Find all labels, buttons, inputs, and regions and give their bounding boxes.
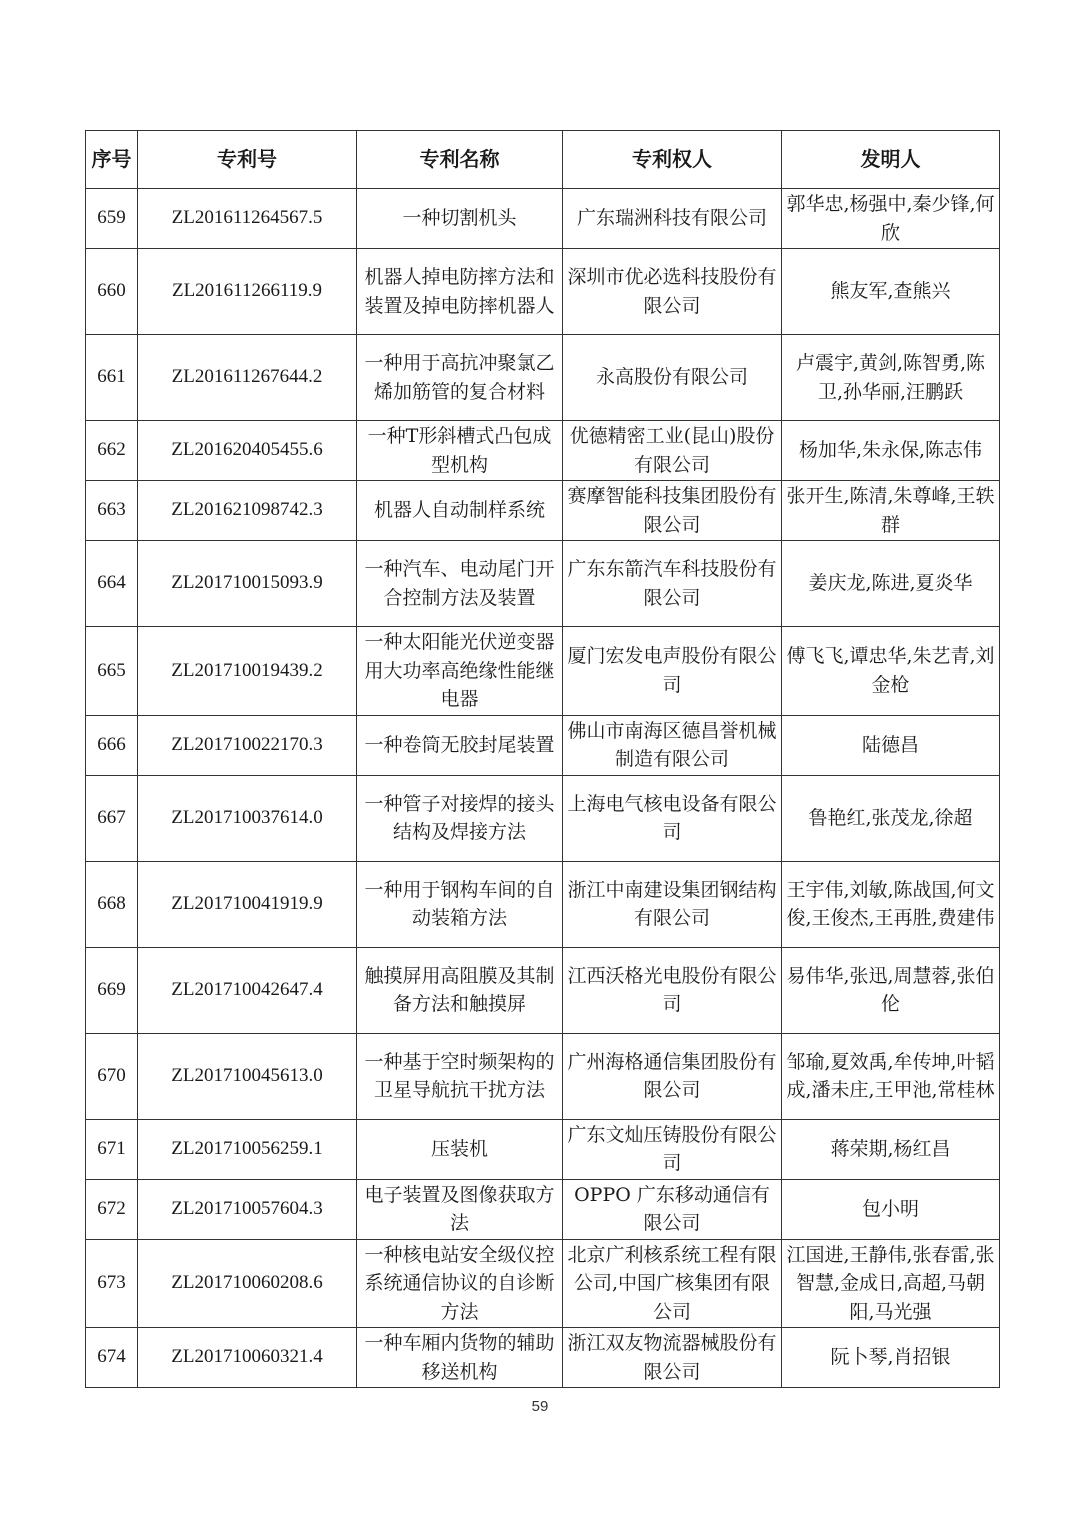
cell-no: 664 xyxy=(86,541,138,627)
cell-patent-no: ZL201620405455.6 xyxy=(138,421,357,481)
table-row xyxy=(86,715,1000,775)
cell-patent-no: ZL201710042647.4 xyxy=(138,947,357,1033)
table-row xyxy=(86,1239,1000,1328)
header-holder: 专利权人 xyxy=(563,131,782,189)
cell-inventors: 陆德昌 xyxy=(782,715,1000,775)
cell-no: 672 xyxy=(86,1179,138,1239)
cell-patent-no: ZL201611264567.5 xyxy=(138,189,357,249)
cell-patent-no: ZL201710037614.0 xyxy=(138,775,357,861)
cell-inventors: 鲁艳红,张茂龙,徐超 xyxy=(782,775,1000,861)
table-row xyxy=(86,947,1000,1033)
table-row xyxy=(86,335,1000,421)
cell-patent-no: ZL201611267644.2 xyxy=(138,335,357,421)
cell-holder: 广东瑞洲科技有限公司 xyxy=(563,189,782,249)
header-seq: 序号 xyxy=(86,131,138,189)
cell-title: 压装机 xyxy=(357,1119,563,1179)
cell-title: 一种用于钢构车间的自动装箱方法 xyxy=(357,861,563,947)
cell-no: 666 xyxy=(86,715,138,775)
cell-no: 671 xyxy=(86,1119,138,1179)
cell-no: 667 xyxy=(86,775,138,861)
cell-no: 673 xyxy=(86,1239,138,1328)
cell-patent-no: ZL201611266119.9 xyxy=(138,249,357,335)
table-row xyxy=(86,189,1000,249)
table-row xyxy=(86,1033,1000,1119)
cell-holder: 广东文灿压铸股份有限公司 xyxy=(563,1119,782,1179)
cell-inventors: 杨加华,朱永保,陈志伟 xyxy=(782,421,1000,481)
cell-inventors: 王宇伟,刘敏,陈战国,何文俊,王俊杰,王再胜,费建伟 xyxy=(782,861,1000,947)
cell-holder: 北京广利核系统工程有限公司,中国广核集团有限公司 xyxy=(563,1239,782,1328)
cell-title: 机器人掉电防摔方法和装置及掉电防摔机器人 xyxy=(357,249,563,335)
cell-no: 665 xyxy=(86,627,138,716)
cell-inventors: 蒋荣期,杨红昌 xyxy=(782,1119,1000,1179)
cell-holder: 上海电气核电设备有限公司 xyxy=(563,775,782,861)
cell-patent-no: ZL201710045613.0 xyxy=(138,1033,357,1119)
cell-title: 一种卷筒无胶封尾装置 xyxy=(357,715,563,775)
cell-inventors: 姜庆龙,陈进,夏炎华 xyxy=(782,541,1000,627)
cell-holder: 赛摩智能科技集团股份有限公司 xyxy=(563,481,782,541)
cell-holder: 优德精密工业(昆山)股份有限公司 xyxy=(563,421,782,481)
cell-holder: 广东东箭汽车科技股份有限公司 xyxy=(563,541,782,627)
cell-patent-no: ZL201710041919.9 xyxy=(138,861,357,947)
cell-title: 一种切割机头 xyxy=(357,189,563,249)
header-title: 专利名称 xyxy=(357,131,563,189)
cell-no: 669 xyxy=(86,947,138,1033)
cell-no: 660 xyxy=(86,249,138,335)
cell-inventors: 包小明 xyxy=(782,1179,1000,1239)
cell-inventors: 郭华忠,杨强中,秦少锋,何欣 xyxy=(782,189,1000,249)
cell-title: 一种管子对接焊的接头结构及焊接方法 xyxy=(357,775,563,861)
cell-inventors: 阮卜琴,肖招银 xyxy=(782,1328,1000,1388)
cell-inventors: 张开生,陈清,朱尊峰,王轶群 xyxy=(782,481,1000,541)
cell-no: 668 xyxy=(86,861,138,947)
cell-title: 一种车厢内货物的辅助移送机构 xyxy=(357,1328,563,1388)
cell-patent-no: ZL201710056259.1 xyxy=(138,1119,357,1179)
cell-patent-no: ZL201710060321.4 xyxy=(138,1328,357,1388)
table-row xyxy=(86,1119,1000,1179)
cell-title: 触摸屏用高阻膜及其制备方法和触摸屏 xyxy=(357,947,563,1033)
cell-inventors: 卢震宇,黄剑,陈智勇,陈卫,孙华丽,汪鹏跃 xyxy=(782,335,1000,421)
cell-no: 662 xyxy=(86,421,138,481)
cell-title: 一种核电站安全级仪控系统通信协议的自诊断方法 xyxy=(357,1239,563,1328)
cell-inventors: 傅飞飞,谭忠华,朱艺青,刘金枪 xyxy=(782,627,1000,716)
cell-holder: 广州海格通信集团股份有限公司 xyxy=(563,1033,782,1119)
cell-inventors: 熊友军,查熊兴 xyxy=(782,249,1000,335)
cell-holder: 永高股份有限公司 xyxy=(563,335,782,421)
table-row xyxy=(86,481,1000,541)
table-row xyxy=(86,861,1000,947)
cell-title: 机器人自动制样系统 xyxy=(357,481,563,541)
cell-holder: OPPO 广东移动通信有限公司 xyxy=(563,1179,782,1239)
cell-holder: 浙江双友物流器械股份有限公司 xyxy=(563,1328,782,1388)
cell-inventors: 易伟华,张迅,周慧蓉,张伯伦 xyxy=(782,947,1000,1033)
cell-title: 电子装置及图像获取方法 xyxy=(357,1179,563,1239)
cell-patent-no: ZL201710022170.3 xyxy=(138,715,357,775)
cell-holder: 江西沃格光电股份有限公司 xyxy=(563,947,782,1033)
table-row xyxy=(86,1179,1000,1239)
cell-inventors: 江国进,王静伟,张春雷,张智慧,金成日,高超,马朝阳,马光强 xyxy=(782,1239,1000,1328)
patent-table xyxy=(85,130,1000,1388)
cell-inventors: 邹瑜,夏效禹,牟传坤,叶韬成,潘未庄,王甲池,常桂林 xyxy=(782,1033,1000,1119)
header-inventors: 发明人 xyxy=(782,131,1000,189)
cell-no: 663 xyxy=(86,481,138,541)
cell-title: 一种用于高抗冲聚氯乙烯加筋管的复合材料 xyxy=(357,335,563,421)
cell-no: 661 xyxy=(86,335,138,421)
cell-no: 674 xyxy=(86,1328,138,1388)
cell-no: 659 xyxy=(86,189,138,249)
cell-patent-no: ZL201621098742.3 xyxy=(138,481,357,541)
cell-holder: 佛山市南海区德昌誉机械制造有限公司 xyxy=(563,715,782,775)
cell-title: 一种T形斜槽式凸包成型机构 xyxy=(357,421,563,481)
cell-holder: 浙江中南建设集团钢结构有限公司 xyxy=(563,861,782,947)
table-body xyxy=(86,189,1000,1388)
cell-patent-no: ZL201710019439.2 xyxy=(138,627,357,716)
header-patent-no: 专利号 xyxy=(138,131,357,189)
table-row xyxy=(86,1328,1000,1388)
cell-patent-no: ZL201710015093.9 xyxy=(138,541,357,627)
cell-patent-no: ZL201710060208.6 xyxy=(138,1239,357,1328)
cell-holder: 厦门宏发电声股份有限公司 xyxy=(563,627,782,716)
cell-title: 一种基于空时频架构的卫星导航抗干扰方法 xyxy=(357,1033,563,1119)
cell-holder: 深圳市优必选科技股份有限公司 xyxy=(563,249,782,335)
cell-patent-no: ZL201710057604.3 xyxy=(138,1179,357,1239)
table-row xyxy=(86,541,1000,627)
cell-title: 一种汽车、电动尾门开合控制方法及装置 xyxy=(357,541,563,627)
cell-no: 670 xyxy=(86,1033,138,1119)
table-row xyxy=(86,421,1000,481)
cell-title: 一种太阳能光伏逆变器用大功率高绝缘性能继电器 xyxy=(357,627,563,716)
table-row xyxy=(86,627,1000,716)
table-header-row xyxy=(86,131,1000,189)
table-row xyxy=(86,249,1000,335)
table-row xyxy=(86,775,1000,861)
page-number: 59 xyxy=(531,1398,549,1415)
